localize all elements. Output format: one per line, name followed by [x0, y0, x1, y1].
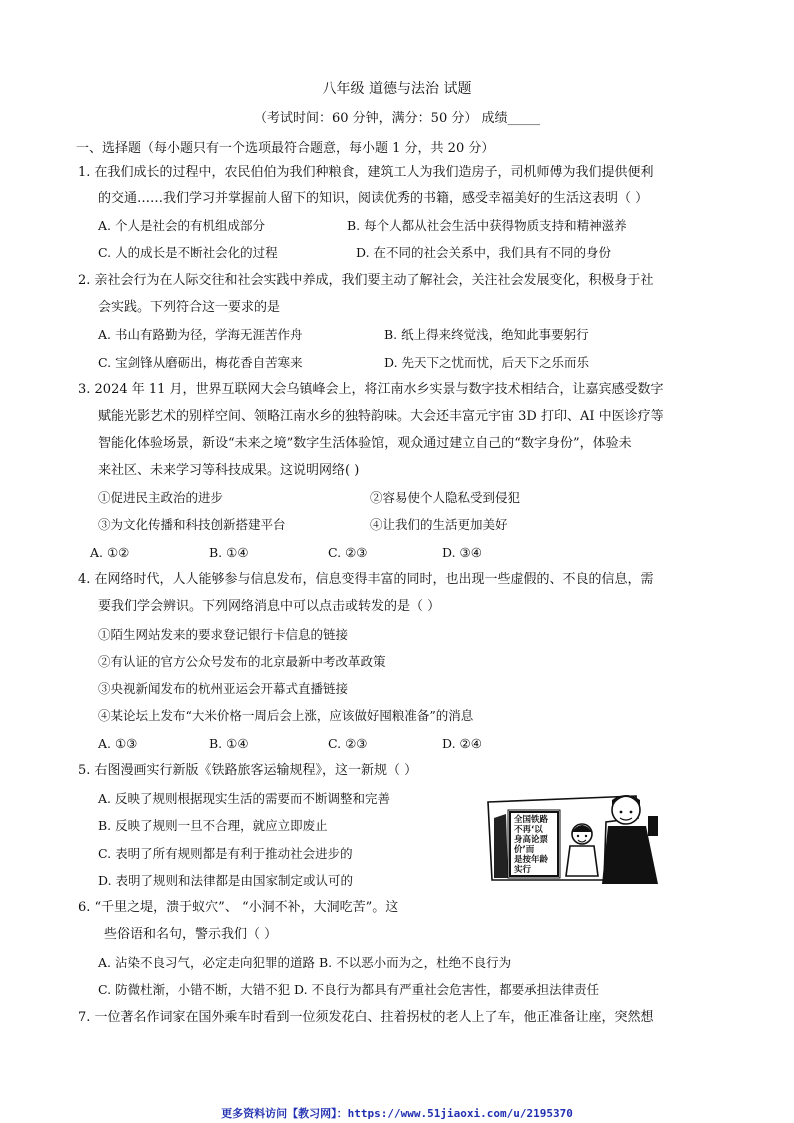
section-heading: 一、选择题（每小题只有一个选项最符合题意，每小题 1 分，共 20 分）: [76, 141, 495, 156]
q4-statement-3: ③央视新闻发布的杭州亚运会开幕式直播链接: [98, 681, 349, 696]
exam-subtitle: （考试时间：60 分钟，满分：50 分） 成绩_____: [254, 111, 540, 126]
q6-options-ab: A. 沾染不良习气，必定走向犯罪的道路 B. 不以恶小而为之，杜绝不良行为: [98, 955, 512, 970]
q3-option-b: B. ①④: [209, 545, 249, 560]
q4-option-b: B. ①④: [209, 736, 249, 751]
q3-statement-4: ④让我们的生活更加美好: [370, 517, 508, 532]
q5-option-d: D. 表明了规则和法律都是由国家制定或认可的: [98, 873, 354, 888]
cartoon-sign-line-2: 不再‘以: [514, 825, 543, 835]
q3-stem-line1: 3. 2024 年 11 月，世界互联网大会乌镇峰会上，将江南水乡实景与数字技术相结合，让嘉宾感受数字: [78, 382, 664, 397]
q2-option-b: B. 纸上得来终觉浅，绝知此事要躬行: [384, 327, 589, 342]
q6-stem-line1: 6. “千里之堤，溃于蚁穴”、 “小洞不补，大洞吃苦”。这: [78, 900, 399, 915]
q3-option-d: D. ③④: [442, 545, 482, 560]
cartoon-sign-line-3: 身高论票: [514, 835, 549, 845]
q4-stem-line2: 要我们学会辨识。下列网络消息中可以点击或转发的是（ ）: [98, 599, 441, 614]
q1-stem-line2: 的交通……我们学习并掌握前人留下的知识，阅读优秀的书籍，感受幸福美好的生活这表明（ ）: [98, 191, 649, 206]
cartoon-sign-line-5: 是按年龄: [514, 855, 549, 865]
railway-rules-cartoon: [486, 788, 662, 886]
q4-statement-1: ①陌生网站发来的要求登记银行卡信息的链接: [98, 627, 349, 642]
q3-statement-3: ③为文化传播和科技创新搭建平台: [98, 517, 286, 532]
cartoon-sign-line-6: 实行: [514, 865, 532, 875]
q6-options-cd: C. 防微杜渐，小错不断，大错不犯 D. 不良行为都具有严重社会危害性，都要承担法律责任: [98, 982, 600, 997]
q3-stem-line2: 赋能光影艺术的别样空间、领略江南水乡的独特韵味。大会还丰富元宇宙 3D 打印、AI 中医诊疗等: [98, 409, 664, 424]
q4-statement-4: ④某论坛上发布“大米价格一周后会上涨，应该做好囤粮准备”的消息: [98, 708, 474, 723]
q2-stem-line2: 会实践。下列符合这一要求的是: [98, 300, 281, 315]
q2-option-d: D. 先天下之忧而忧，后天下之乐而乐: [384, 355, 590, 370]
q4-stem-line1: 4. 在网络时代，人人能够参与信息发布，信息变得丰富的同时，也出现一些虚假的、不良的信息，需: [78, 572, 654, 587]
q5-option-b: B. 反映了规则一旦不合理，就应立即废止: [98, 818, 328, 833]
q1-option-a: A. 个人是社会的有机组成部分: [98, 218, 265, 233]
cartoon-sign-line-1: 全国铁路: [514, 815, 549, 825]
q3-statement-2: ②容易使个人隐私受到侵犯: [370, 490, 521, 505]
q3-statement-1: ①促进民主政治的进步: [98, 490, 224, 505]
q3-stem-line4: 来社区、未来学习等科技成果。这说明网络( ): [98, 463, 360, 478]
q5-option-c: C. 表明了所有规则都是有利于推动社会进步的: [98, 846, 353, 861]
q4-statement-2: ②有认证的官方公众号发布的北京最新中考改革政策: [98, 654, 386, 669]
q1-option-b: B. 每个人都从社会生活中获得物质支持和精神滋养: [347, 218, 627, 233]
q4-option-a: A. ①③: [98, 736, 138, 751]
q4-option-d: D. ②④: [442, 736, 482, 751]
q3-option-c: C. ②③: [328, 545, 368, 560]
q1-option-c: C. 人的成长是不断社会化的过程: [98, 245, 278, 260]
q3-stem-line3: 智能化体验场景，新设“未来之境”数字生活体验馆，观众通过建立自己的“数字身份”，体验未: [98, 436, 632, 451]
q4-option-c: C. ②③: [328, 736, 368, 751]
q3-option-a: A. ①②: [90, 545, 130, 560]
q7-stem-line1: 7. 一位著名作词家在国外乘车时看到一位须发花白、拄着拐杖的老人上了车，他正准备让座，突然想: [78, 1010, 654, 1025]
footer-link[interactable]: 更多资料访问【教习网】：https://www.51jiaoxi.com/u/2195370: [221, 1107, 573, 1120]
q5-option-a: A. 反映了规则根据现实生活的需要而不断调整和完善: [98, 791, 390, 806]
q5-stem-line1: 5. 右图漫画实行新版《铁路旅客运输规程》，这一新规（ ）: [78, 763, 418, 778]
q6-stem-line2: 些俗语和名句，警示我们（ ）: [104, 927, 278, 942]
cartoon-sign: [508, 810, 560, 878]
q2-option-a: A. 书山有路勤为径，学海无涯苦作舟: [98, 327, 303, 342]
q1-option-d: D. 在不同的社会关系中，我们具有不同的身份: [356, 245, 612, 260]
exam-title: 八年级 道德与法治 试题: [322, 81, 472, 97]
q2-option-c: C. 宝剑锋从磨砺出，梅花香自苦寒来: [98, 355, 303, 370]
q2-stem-line1: 2. 亲社会行为在人际交往和社会实践中养成，我们要主动了解社会，关注社会发展变化，积极身于社: [78, 273, 654, 288]
q1-stem-line1: 1. 在我们成长的过程中，农民伯伯为我们种粮食，建筑工人为我们造房子，司机师傅为我们提供便利: [78, 165, 654, 180]
cartoon-sign-line-4: 价’而: [514, 845, 535, 855]
